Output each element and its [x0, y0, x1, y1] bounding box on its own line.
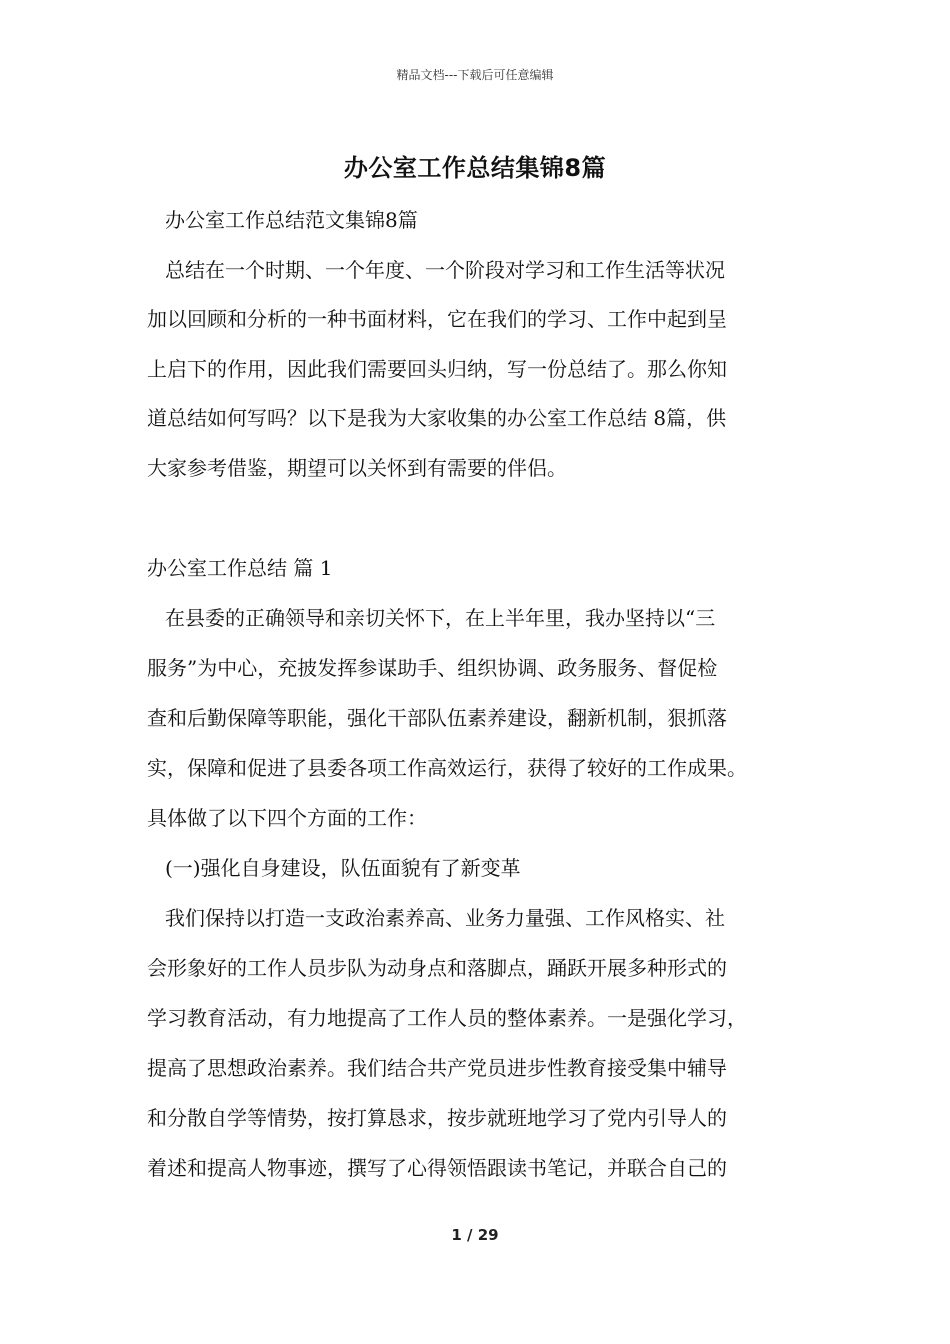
body-line: 提高了思想政治素养。我们结合共产党员进步性教育接受集中辅导 — [147, 1056, 727, 1080]
intro-line: 上启下的作用，因此我们需要回头归纳，写一份总结了。那么你知 — [147, 357, 727, 381]
section-line: 查和后勤保障等职能，强化干部队伍素养建设，翻新机制，狠抓落 — [147, 706, 727, 730]
intro-line: 加以回顾和分析的一种书面材料，它在我们的学习、工作中起到呈 — [147, 307, 727, 331]
section-line: 实，保障和促进了县委各项工作高效运行，获得了较好的工作成果。 — [147, 756, 747, 780]
section-line: 服务”为中心，充披发挥参谋助手、组织协调、政务服务、督促检 — [147, 656, 718, 680]
section-line: 具体做了以下四个方面的工作： — [147, 806, 427, 830]
intro-line: 大家参考借鉴，期望可以关怀到有需要的伴侣。 — [147, 456, 567, 480]
body-line: 着述和提高人物事迹，撰写了心得领悟跟读书笔记，并联合自己的 — [147, 1156, 727, 1180]
subheading: (一)强化自身建设，队伍面貌有了新变革 — [165, 856, 521, 880]
page-number: 1 / 29 — [451, 1226, 499, 1244]
body-line: 会形象好的工作人员步队为动身点和落脚点，踊跃开展多种形式的 — [147, 956, 727, 980]
section-heading: 办公室工作总结 篇 1 — [147, 556, 333, 580]
header-note: 精品文档---下载后可任意编辑 — [396, 68, 554, 82]
document-title: 办公室工作总结集锦8篇 — [343, 154, 607, 182]
body-line: 我们保持以打造一支政治素养高、业务力量强、工作风格实、社 — [165, 906, 725, 930]
intro-line: 道总结如何写吗？以下是我为大家收集的办公室工作总结 8篇，供 — [147, 406, 727, 430]
document-subtitle: 办公室工作总结范文集锦8篇 — [165, 208, 418, 232]
body-line: 和分散自学等情势，按打算恳求，按步就班地学习了党内引导人的 — [147, 1106, 727, 1130]
section-line: 在县委的正确领导和亲切关怀下，在上半年里，我办坚持以“三 — [165, 606, 716, 630]
body-line: 学习教育活动，有力地提高了工作人员的整体素养。一是强化学习， — [147, 1006, 747, 1030]
intro-line: 总结在一个时期、一个年度、一个阶段对学习和工作生活等状况 — [165, 258, 725, 282]
